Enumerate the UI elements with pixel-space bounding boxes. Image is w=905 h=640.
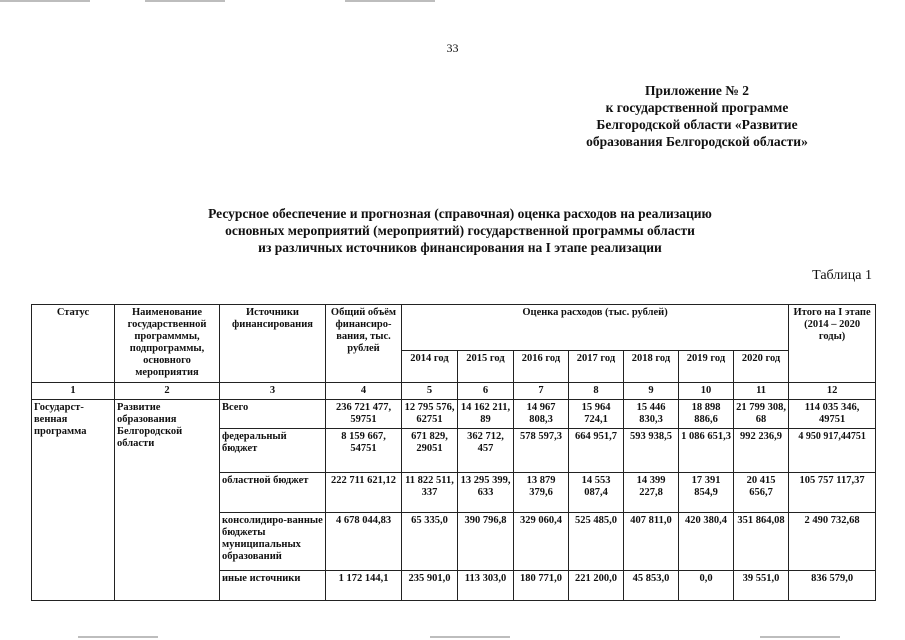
year-cell: 221 200,0 [569,571,624,601]
year-cell: 235 901,0 [402,571,458,601]
source-cell: Всего [220,400,326,429]
year-cell: 0,0 [679,571,734,601]
total-cell: 236 721 477, 59751 [326,400,402,429]
year-cell: 18 898 886,6 [679,400,734,429]
header-year-2017: 2017 год [569,351,624,383]
header-estimate: Оценка расходов (тыс. рублей) [402,305,789,351]
year-cell: 13 295 399, 633 [458,473,514,513]
header-itogo: Итого на I этапе (2014 – 2020 годы) [789,305,876,383]
appendix-line-2: к государственной программе [605,100,789,115]
title-line-3: из различных источников финансирования на I этапе реализации [258,240,662,255]
total-cell: 4 678 044,83 [326,513,402,571]
source-cell: областной бюджет [220,473,326,513]
year-cell: 578 597,3 [514,429,569,473]
title-line-2: основных мероприятий (мероприятий) государственной программы области [225,223,695,238]
column-number: 10 [679,383,734,400]
document-title [120,205,800,256]
page-number: 33 [446,41,459,55]
header-sources: Источники финансирования [220,305,326,383]
table-label: Таблица 1 [812,268,872,283]
year-cell: 362 712, 457 [458,429,514,473]
title-line-1: Ресурсное обеспечение и прогнозная (справочная) оценка расходов на реализацию [208,206,712,221]
column-number: 3 [220,383,326,400]
year-cell: 13 879 379,6 [514,473,569,513]
year-cell: 14 967 808,3 [514,400,569,429]
appendix-header [547,82,847,150]
source-cell: федеральный бюджет [220,429,326,473]
header-year-2015: 2015 год [458,351,514,383]
year-cell: 17 391 854,9 [679,473,734,513]
year-cell: 664 951,7 [569,429,624,473]
table-row [32,400,876,429]
column-number: 6 [458,383,514,400]
header-status: Статус [32,305,115,383]
column-number: 12 [789,383,876,400]
year-cell: 525 485,0 [569,513,624,571]
year-cell: 180 771,0 [514,571,569,601]
scan-line-bottom-1 [78,636,158,638]
year-cell: 1 086 651,3 [679,429,734,473]
scan-line-bottom-2 [430,636,510,638]
year-cell: 329 060,4 [514,513,569,571]
column-number-row [32,383,876,400]
year-cell: 21 799 308, 68 [734,400,789,429]
appendix-line-4: образования Белгородской области» [586,134,808,149]
total-cell: 1 172 144,1 [326,571,402,601]
appendix-line-3: Белгородской области «Развитие [596,117,798,132]
year-cell: 407 811,0 [624,513,679,571]
year-cell: 113 303,0 [458,571,514,601]
year-cell: 20 415 656,7 [734,473,789,513]
column-number: 5 [402,383,458,400]
scan-line-top-2 [145,0,225,2]
year-cell: 65 335,0 [402,513,458,571]
header-year-2019: 2019 год [679,351,734,383]
column-number: 7 [514,383,569,400]
itogo-cell: 114 035 346, 49751 [789,400,876,429]
header-year-2020: 2020 год [734,351,789,383]
program-name-cell: Развитие образования Белгородской области [115,400,220,601]
year-cell: 45 853,0 [624,571,679,601]
scan-line-bottom-3 [760,636,840,638]
itogo-cell: 105 757 117,37 [789,473,876,513]
itogo-cell: 4 950 917,44751 [789,429,876,473]
year-cell: 390 796,8 [458,513,514,571]
year-cell: 671 829, 29051 [402,429,458,473]
year-cell: 420 380,4 [679,513,734,571]
year-cell: 14 399 227,8 [624,473,679,513]
header-year-2016: 2016 год [514,351,569,383]
resource-table [31,304,876,601]
column-number: 11 [734,383,789,400]
year-cell: 593 938,5 [624,429,679,473]
year-cell: 15 964 724,1 [569,400,624,429]
status-cell: Государст-венная программа [32,400,115,601]
total-cell: 8 159 667, 54751 [326,429,402,473]
year-cell: 14 162 211, 89 [458,400,514,429]
column-number: 9 [624,383,679,400]
header-year-2014: 2014 год [402,351,458,383]
header-year-2018: 2018 год [624,351,679,383]
header-total: Общий объём финансиро-вания, тыс. рублей [326,305,402,383]
total-cell: 222 711 621,12 [326,473,402,513]
year-cell: 15 446 830,3 [624,400,679,429]
scan-line-top-3 [345,0,435,2]
appendix-line-1: Приложение № 2 [645,83,749,98]
column-number: 1 [32,383,115,400]
header-name: Наименование государственной программмы, подпрограммы, основного мероприятия [115,305,220,383]
year-cell: 39 551,0 [734,571,789,601]
year-cell: 11 822 511, 337 [402,473,458,513]
scan-line-top-1 [0,0,90,2]
year-cell: 14 553 087,4 [569,473,624,513]
year-cell: 351 864,08 [734,513,789,571]
column-number: 2 [115,383,220,400]
column-number: 8 [569,383,624,400]
source-cell: консолидиро-ванные бюджеты муниципальных образований [220,513,326,571]
column-number: 4 [326,383,402,400]
year-cell: 12 795 576, 62751 [402,400,458,429]
itogo-cell: 2 490 732,68 [789,513,876,571]
year-cell: 992 236,9 [734,429,789,473]
itogo-cell: 836 579,0 [789,571,876,601]
source-cell: иные источники [220,571,326,601]
